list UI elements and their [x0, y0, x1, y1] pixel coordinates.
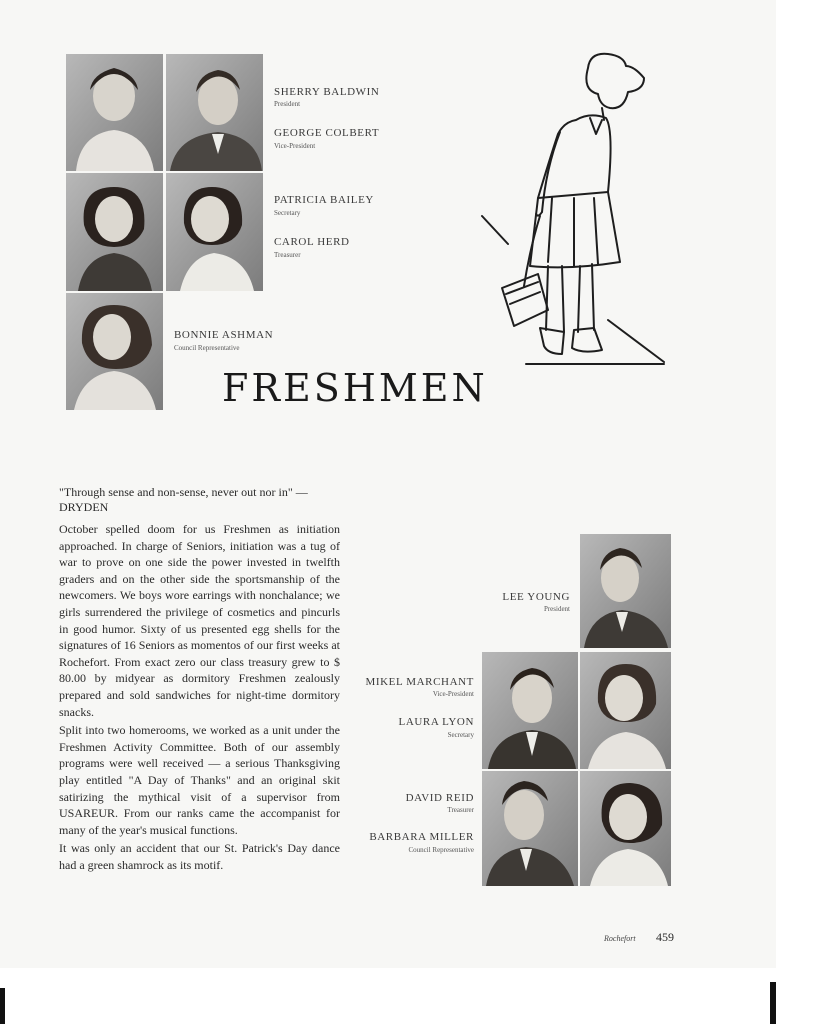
officer-name: LAURA LYON	[398, 716, 474, 728]
portrait-george-colbert	[166, 54, 263, 171]
officer-role: Council Representative	[408, 846, 474, 854]
paragraph: October spelled doom for us Freshmen as initiation approached. In charge of Seniors, initiation was a tug of war to prove on one side the power invested in twelfth graders and on the other side the sportsmanship of the newcomers. We boys wore earrings with nonchalance; we girls surrendered the privilege of cosmetics and pincurls in good humor. Sixty of us presented egg shells for the signatures of 16 Seniors as momentos of our first weeks at Rochefort. From exact zero our class treasury grew to $ 80.00 by midyear as dormitory Freshmen zealously prepared and sold sandwiches for night-time dormitory snacks.	[59, 522, 340, 719]
officer-name: SHERRY BALDWIN	[274, 86, 380, 98]
officer-name: BARBARA MILLER	[369, 831, 474, 843]
paragraph: It was only an accident that our St. Patrick's Day dance had a green shamrock as its motif.	[59, 841, 340, 872]
officer-role: Treasurer	[274, 251, 301, 259]
page-number: 459	[656, 930, 674, 944]
section-title: FRESHMEN	[222, 366, 488, 410]
epigraph-quote: "Through sense and non-sense, never out nor in" — DRYDEN	[59, 485, 308, 514]
officer-role: Vice-President	[432, 690, 474, 698]
officer-name: LEE YOUNG	[502, 591, 570, 603]
officer-name: PATRICIA BAILEY	[274, 194, 374, 206]
portrait-lee-young	[580, 534, 671, 648]
officer-role: Secretary	[274, 209, 301, 217]
officer-name: CAROL HERD	[274, 236, 350, 248]
portrait-mikel-marchant	[482, 652, 578, 769]
officer-name: DAVID REID	[405, 792, 474, 804]
officer-role: President	[274, 100, 301, 108]
portrait-carol-herd	[166, 173, 263, 291]
officer-role: Treasurer	[447, 806, 474, 814]
officer-name: MIKEL MARCHANT	[365, 676, 474, 688]
portrait-bonnie-ashman	[66, 293, 163, 410]
freshman-girl-illustration	[478, 48, 668, 370]
scan-edge-right	[770, 982, 776, 1024]
portrait-barbara-miller	[580, 771, 671, 886]
scan-edge-left	[0, 988, 5, 1024]
portrait-patricia-bailey	[66, 173, 163, 291]
officer-role: Vice-President	[274, 142, 316, 150]
portrait-laura-lyon	[580, 652, 671, 769]
class-history-text	[59, 521, 340, 875]
officer-name: GEORGE COLBERT	[274, 127, 380, 139]
portrait-sherry-baldwin	[66, 54, 163, 171]
paragraph: Split into two homerooms, we worked as a unit under the Freshmen Activity Committee. Both of our assembly programs were well received — a serious Thanksgiving play entitled "A Day of Thanks" and an original skit satirizing the mythical visit of a supervisor from USAREUR. From our ranks came the accompanist for many of the year's musical functions.	[59, 723, 340, 837]
officer-role: Council Representative	[174, 344, 240, 352]
officer-role: President	[543, 605, 570, 613]
officer-role: Secretary	[447, 731, 474, 739]
portrait-david-reid	[482, 771, 578, 886]
officer-name: BONNIE ASHMAN	[174, 329, 274, 341]
publication-name: Rochefort	[604, 934, 636, 943]
